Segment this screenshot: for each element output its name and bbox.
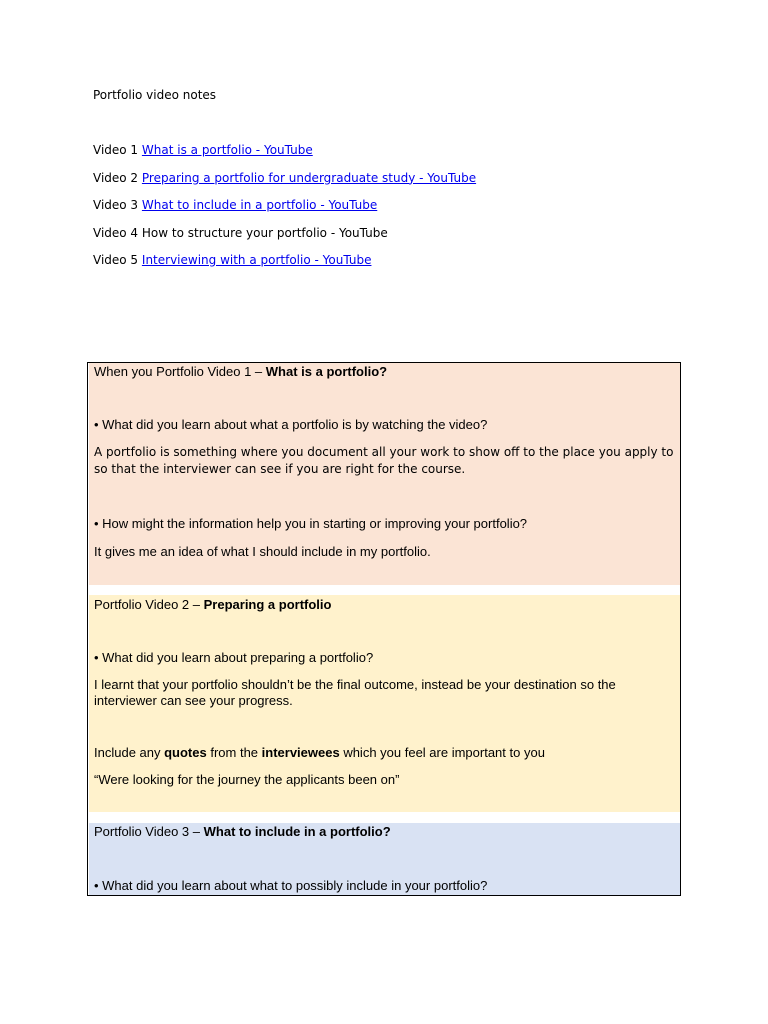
video-1-question-1: • What did you learn about what a portfolio is by watching the video? — [94, 417, 488, 432]
video-1-answer-2[interactable]: It gives me an idea of what I should include in my portfolio. — [94, 544, 431, 559]
video-4-prefix: Video 4 — [93, 225, 139, 240]
video-2-quotes-prompt: Include any quotes from the interviewees which you feel are important to you — [94, 745, 545, 760]
video-3-prefix: Video 3 — [93, 198, 139, 212]
video-row-5 — [93, 252, 476, 268]
notes-table — [87, 362, 681, 896]
video-3-heading: Portfolio Video 3 – What to include in a portfolio? — [94, 824, 391, 839]
video-row-2 — [93, 170, 476, 186]
video-row-1 — [93, 142, 476, 158]
video-3-question-1: • What did you learn about what to possibly include in your portfolio? — [94, 878, 488, 893]
video-2-question-1: • What did you learn about preparing a portfolio? — [94, 650, 374, 665]
video-2-prefix: Video 2 — [93, 170, 139, 185]
video-1-answer-1[interactable]: A portfolio is something where you document all your work to show off to the place you apply to so that the interviewer can see if you are right for the course. — [94, 445, 674, 476]
video-row-4 — [93, 225, 476, 241]
video-3-link[interactable]: What to include in a portfolio - YouTube — [141, 198, 378, 212]
video-2-quote[interactable]: “Were looking for the journey the applicants been on” — [94, 772, 400, 787]
video-3-section — [89, 823, 680, 895]
video-1-prefix: Video 1 — [93, 143, 139, 157]
video-1-heading: When you Portfolio Video 1 – What is a portfolio? — [94, 364, 388, 379]
video-1-link[interactable]: What is a portfolio - YouTube — [141, 143, 313, 157]
video-1-section — [89, 363, 680, 585]
video-2-section — [89, 595, 680, 812]
video-5-prefix: Video 5 — [93, 253, 139, 267]
video-5-link[interactable]: Interviewing with a portfolio - YouTube — [141, 253, 372, 267]
video-link-list — [93, 142, 476, 280]
video-1-question-2: • How might the information help you in starting or improving your portfolio? — [94, 516, 528, 531]
video-2-link[interactable]: Preparing a portfolio for undergraduate study - YouTube — [141, 170, 477, 185]
page-title: Portfolio video notes — [93, 88, 217, 102]
video-2-heading: Portfolio Video 2 – Preparing a portfolio — [94, 597, 332, 612]
video-2-answer-1[interactable]: I learnt that your portfolio shouldn’t be the final outcome, instead be your destination so the interviewer can see your progress. — [94, 677, 616, 708]
video-4-title: How to structure your portfolio - YouTube — [141, 225, 388, 240]
video-row-3 — [93, 197, 476, 213]
